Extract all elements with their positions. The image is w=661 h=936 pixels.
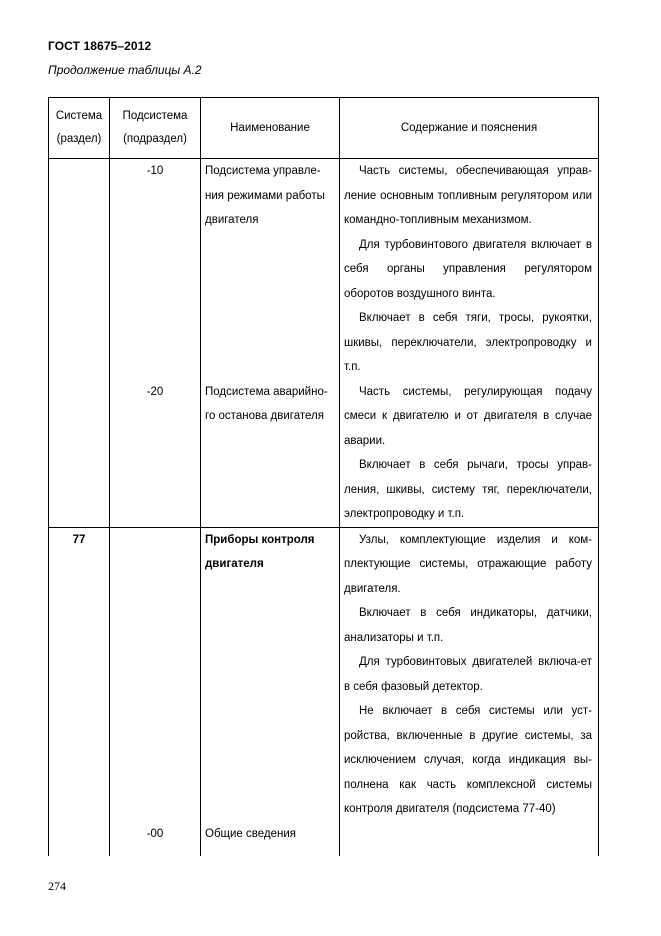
column-header-line: Содержание и пояснения — [400, 121, 538, 134]
cell-system — [49, 159, 110, 380]
description-paragraph: Узлы, комплектующие изделия и ком-плектующие системы, отражающие работу двигателя. — [344, 533, 592, 595]
column-header-description — [340, 98, 599, 159]
description-paragraph: Включает в себя тяги, тросы, рукоятки, шкивы, переключатели, электропроводку и т.п. — [344, 312, 592, 373]
classification-table — [48, 97, 599, 856]
cell-name: Подсистема управле-ния режимами работы двигателя — [201, 159, 340, 380]
description-paragraph: Часть системы, регулирующая подачу смеси к двигателю и от двигателя в случае аварии. — [344, 385, 592, 447]
table-caption: Продолжение таблицы А.2 — [48, 63, 202, 77]
description-paragraph: Включает в себя рычаги, тросы управ-ления, шкивы, систему тяг, переключатели, электропроводку и т.п. — [344, 459, 592, 520]
column-header-line: Наименование — [230, 121, 310, 134]
column-header-system — [49, 98, 110, 159]
cell-subsystem: -20 — [110, 380, 201, 528]
cell-subsystem — [110, 527, 201, 822]
column-header-name — [201, 98, 340, 159]
description-paragraph: Включает в себя индикаторы, датчики, анализаторы и т.п. — [344, 607, 592, 644]
cell-system: 77 — [49, 527, 110, 822]
table-row — [49, 159, 599, 380]
table-row — [49, 822, 599, 856]
cell-description — [340, 822, 599, 856]
description-paragraph: Не включает в себя системы или уст-ройства, включенные в другие системы, за исключением случая, когда индикация вы-полнена как часть комплексной системы контроля двигателя (подсистема 77-40) — [344, 705, 592, 815]
column-header-line: Система — [55, 110, 103, 122]
description-paragraph: Часть системы, обеспечивающая управ-ление основным топливным регулятором или командно-топливным механизмом. — [344, 165, 592, 226]
cell-name: Общие сведения — [201, 822, 340, 856]
column-header-subsystem — [110, 98, 201, 159]
cell-description — [340, 159, 599, 380]
cell-description — [340, 527, 599, 822]
cell-subsystem: -00 — [110, 822, 201, 856]
column-header-line: (подраздел) — [123, 133, 187, 145]
table-row — [49, 380, 599, 528]
page-number: 274 — [48, 879, 66, 893]
cell-name: Приборы контроля двигателя — [201, 527, 340, 822]
description-paragraph: Для турбовинтовых двигателей включа-ет в себя фазовый детектор. — [344, 656, 592, 693]
column-header-line: (раздел) — [56, 133, 102, 145]
table-row — [49, 527, 599, 822]
description-paragraph: Для турбовинтового двигателя включает в себя органы управления регулятором оборотов воздушного винта. — [344, 238, 592, 300]
document-id: ГОСТ 18675–2012 — [48, 39, 152, 53]
cell-description — [340, 380, 599, 528]
cell-subsystem: -10 — [110, 159, 201, 380]
cell-system — [49, 380, 110, 528]
table-header-row — [49, 98, 599, 159]
column-header-line: Подсистема — [122, 110, 188, 122]
cell-system — [49, 822, 110, 856]
cell-name: Подсистема аварийно-го останова двигателя — [201, 380, 340, 528]
